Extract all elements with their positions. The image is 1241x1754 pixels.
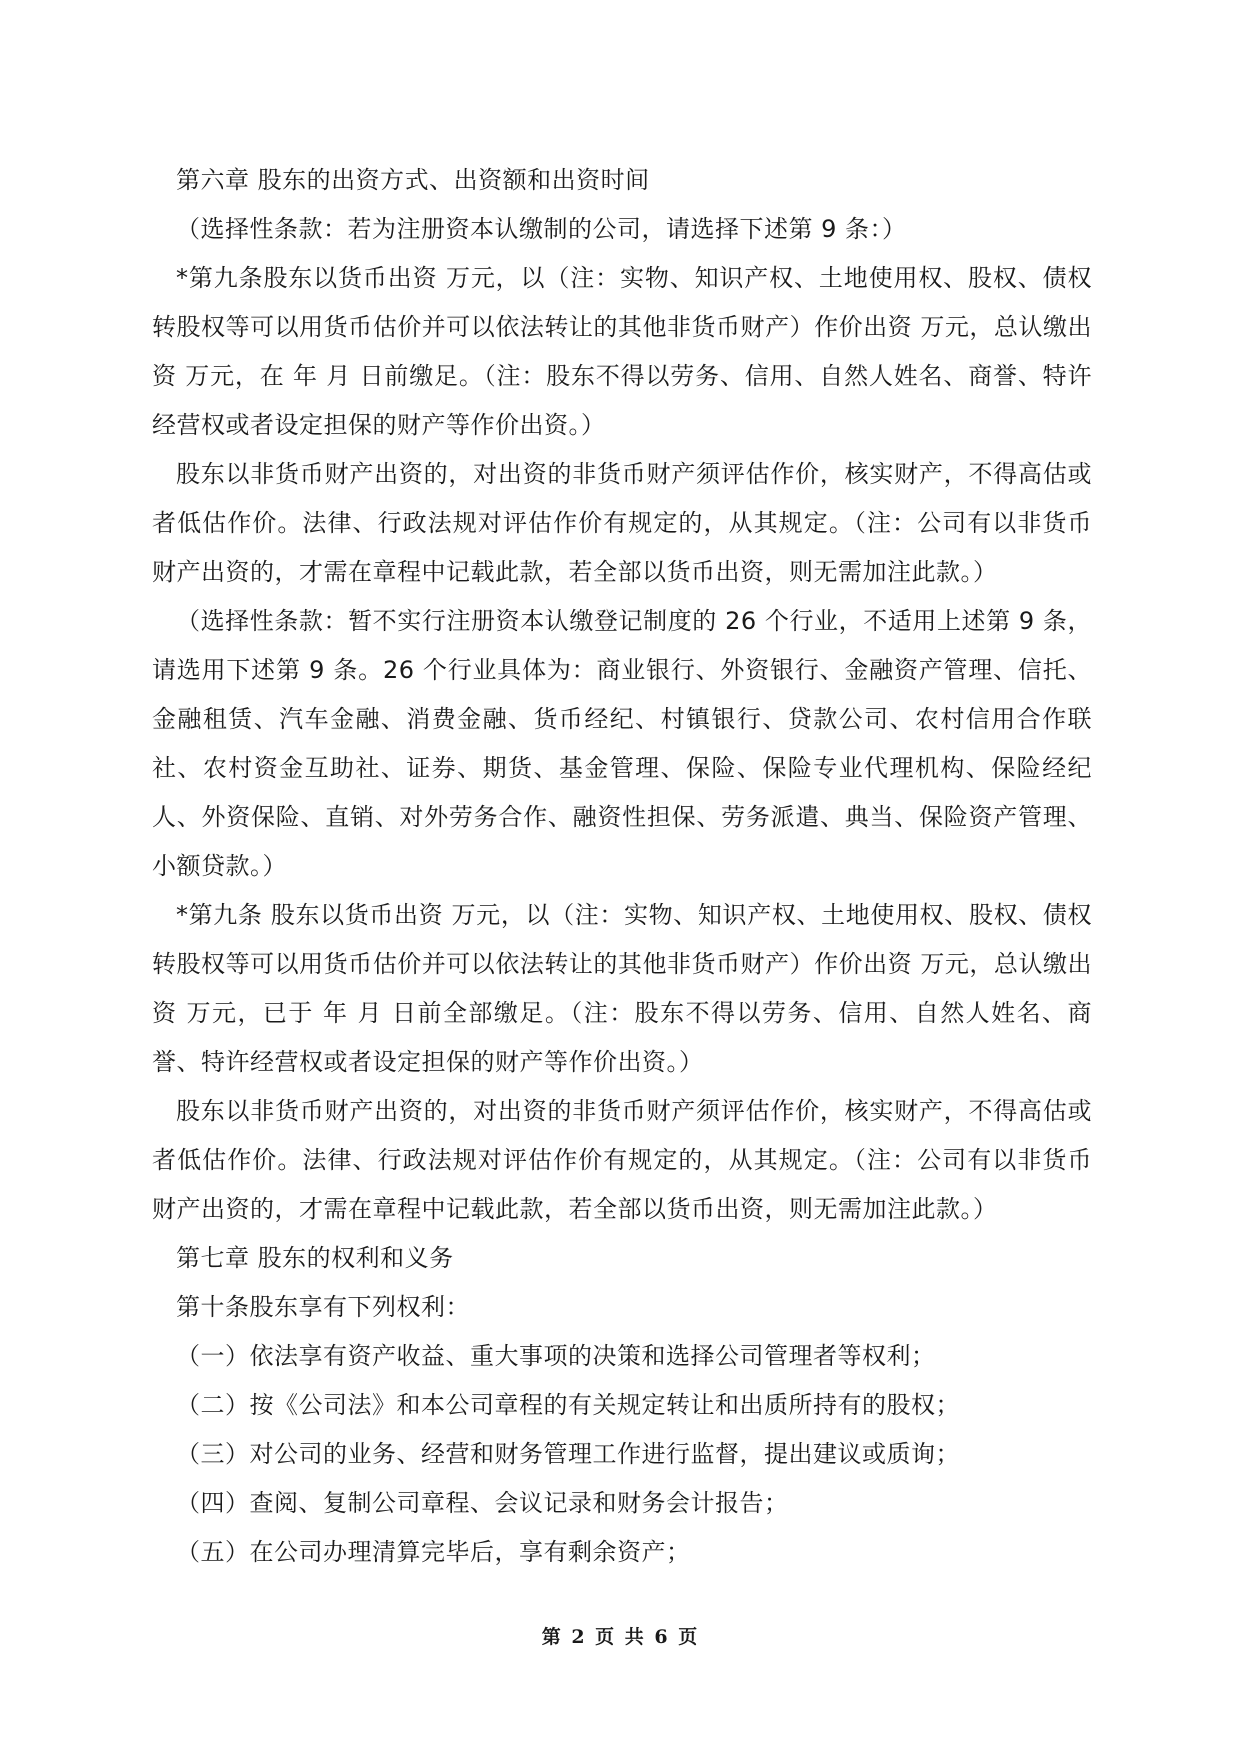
chapter-6-heading: 第六章 股东的出资方式、出资额和出资时间: [176, 166, 650, 194]
article-10-heading: 第十条股东享有下列权利：: [176, 1293, 470, 1321]
chapter-7-heading: 第七章 股东的权利和义务: [176, 1244, 454, 1272]
right-item-4: （四）查阅、复制公司章程、会议记录和财务会计报告；: [176, 1489, 789, 1517]
optional-clause-note-1: （选择性条款：若为注册资本认缴制的公司，请选择下述第 9 条：）: [176, 215, 907, 243]
right-item-1: （一）依法享有资产收益、重大事项的决策和选择公司管理者等权利；: [176, 1342, 936, 1370]
non-monetary-contribution-paragraph-1: 股东以非货币财产出资的，对出资的非货币财产须评估作价，核实财产，不得高估或者低估作价。法律、行政法规对评估作价有规定的，从其规定。（注：公司有以非货币财产出资的，才需在章程中记载此款，若全部以货币出资，则无需加注此款。）: [152, 460, 1092, 586]
right-item-5: （五）在公司办理清算完毕后，享有剩余资产；: [176, 1538, 691, 1566]
article-9-subscribed: *第九条股东以货币出资 万元，以（注：实物、知识产权、土地使用权、股权、债权转股权等可以用货币估价并可以依法转让的其他非货币财产）作价出资 万元，总认缴出资 万元，在 年 月 日前缴足。（注：股东不得以劳务、信用、自然人姓名、商誉、特许经营权或者设定担保的财产等作价出资。）: [152, 264, 1092, 439]
right-item-2: （二）按《公司法》和本公司章程的有关规定转让和出质所持有的股权；: [176, 1391, 960, 1419]
page-number-footer: 第 2 页 共 6 页: [541, 1626, 700, 1648]
optional-clause-note-2: （选择性条款：暂不实行注册资本认缴登记制度的 26 个行业，不适用上述第 9 条，请选用下述第 9 条。26 个行业具体为：商业银行、外资银行、金融资产管理、信托、金融租赁、汽车金融、消费金融、货币经纪、村镇银行、贷款公司、农村信用合作联社、农村资金互助社、证券、期货、基金管理、保险、保险专业代理机构、保险经纪人、外资保险、直销、对外劳务合作、融资性担保、劳务派遣、典当、保险资产管理、小额贷款。）: [152, 607, 1092, 880]
right-item-3: （三）对公司的业务、经营和财务管理工作进行监督，提出建议或质询；: [176, 1440, 960, 1468]
document-body: [152, 156, 1092, 1577]
non-monetary-contribution-paragraph-2: 股东以非货币财产出资的，对出资的非货币财产须评估作价，核实财产，不得高估或者低估作价。法律、行政法规对评估作价有规定的，从其规定。（注：公司有以非货币财产出资的，才需在章程中记载此款，若全部以货币出资，则无需加注此款。）: [152, 1097, 1092, 1223]
article-9-paid-in: *第九条 股东以货币出资 万元，以（注：实物、知识产权、土地使用权、股权、债权转股权等可以用货币估价并可以依法转让的其他非货币财产）作价出资 万元，总认缴出资 万元，已于 年 月 日前全部缴足。（注：股东不得以劳务、信用、自然人姓名、商誉、特许经营权或者设定担保的财产等作价出资。）: [152, 901, 1092, 1076]
